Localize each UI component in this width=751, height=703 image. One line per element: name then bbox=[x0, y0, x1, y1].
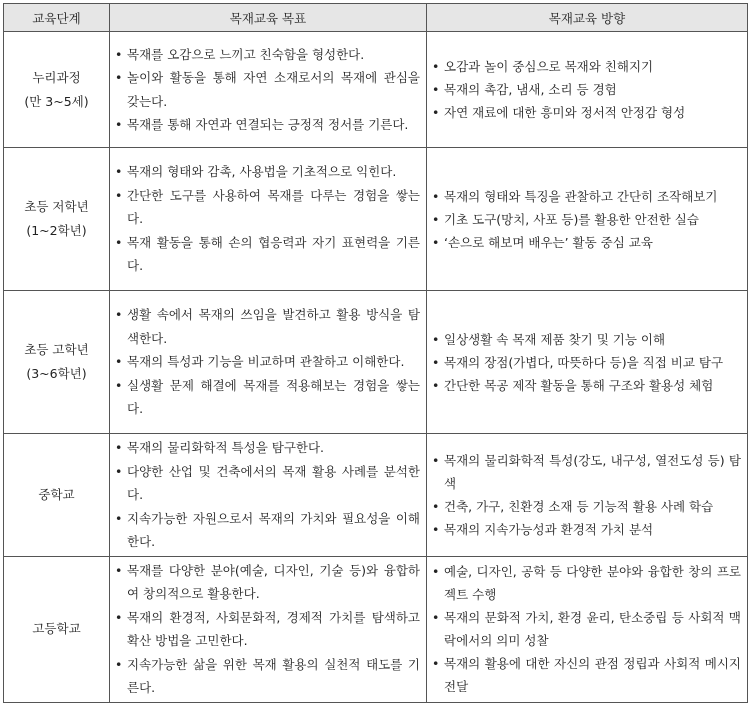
direction-item: • ‘손으로 해보며 배우는’ 활동 중심 교육 bbox=[431, 231, 741, 254]
direction-item: • 목재의 활용에 대한 자신의 관점 정립과 사회적 메시지 전달 bbox=[431, 652, 741, 698]
direction-item: • 목재의 문화적 가치, 환경 윤리, 탄소중립 등 사회적 맥락에서의 의미 성찰 bbox=[431, 606, 741, 652]
goal-item: • 목재의 특성과 기능을 비교하며 관찰하고 이해한다. bbox=[114, 350, 420, 374]
stage-cell bbox=[4, 291, 110, 434]
goal-item: • 목재를 오감으로 느끼고 친숙함을 형성한다. bbox=[114, 43, 420, 67]
goal-item: • 목재 활동을 통해 손의 협응력과 자기 표현력을 기른다. bbox=[114, 231, 420, 278]
directions-cell bbox=[427, 291, 748, 434]
direction-item: • 간단한 목공 제작 활동을 통해 구조와 활용성 체험 bbox=[431, 374, 741, 397]
direction-item: • 목재의 물리화학적 특성(강도, 내구성, 열전도성 등) 탐색 bbox=[431, 449, 741, 495]
table-row bbox=[4, 148, 748, 291]
directions-list bbox=[431, 449, 741, 541]
goal-item: • 지속가능한 자원으로서 목재의 가치와 필요성을 이해한다. bbox=[114, 507, 420, 554]
stage-range: (3~6학년) bbox=[26, 366, 87, 381]
stage-name: 초등 고학년 bbox=[24, 342, 89, 357]
stage-name: 중학교 bbox=[38, 486, 75, 502]
stage-range: (1~2학년) bbox=[26, 223, 87, 238]
stage-name: 초등 저학년 bbox=[24, 199, 89, 214]
goal-item: • 다양한 산업 및 건축에서의 목재 활용 사례를 분석한다. bbox=[114, 460, 420, 507]
goals-list bbox=[114, 160, 420, 278]
goals-list bbox=[114, 559, 420, 700]
goal-item: • 목재의 환경적, 사회문화적, 경제적 가치를 탐색하고 확산 방법을 고민한다. bbox=[114, 606, 420, 653]
stage-cell bbox=[4, 148, 110, 291]
header-directions: 목재교육 방향 bbox=[427, 4, 748, 32]
direction-item: • 일상생활 속 목재 제품 찾기 및 기능 이해 bbox=[431, 328, 741, 351]
goals-cell bbox=[110, 291, 427, 434]
direction-item: • 건축, 가구, 친환경 소재 등 기능적 활용 사례 학습 bbox=[431, 495, 741, 518]
stage-name: 고등학교 bbox=[32, 621, 81, 636]
goal-item: • 놀이와 활동을 통해 자연 소재로서의 목재에 관심을 갖는다. bbox=[114, 66, 420, 113]
goals-cell bbox=[110, 556, 427, 702]
header-goals: 목재교육 목표 bbox=[110, 4, 427, 32]
table-row bbox=[4, 434, 748, 557]
education-table bbox=[3, 3, 748, 703]
directions-list bbox=[431, 185, 741, 254]
direction-item: • 목재의 지속가능성과 환경적 가치 분석 bbox=[431, 518, 741, 541]
stage-cell bbox=[4, 434, 110, 557]
goals-list bbox=[114, 43, 420, 137]
directions-list bbox=[431, 560, 741, 698]
goal-item: • 목재를 통해 자연과 연결되는 긍정적 정서를 기른다. bbox=[114, 113, 420, 137]
goal-item: • 생활 속에서 목재의 쓰임을 발견하고 활용 방식을 탐색한다. bbox=[114, 303, 420, 350]
directions-cell bbox=[427, 148, 748, 291]
direction-item: • 자연 재료에 대한 흥미와 정서적 안정감 형성 bbox=[431, 101, 741, 124]
goal-item: • 목재를 다양한 분야(예술, 디자인, 기술 등)와 융합하여 창의적으로 활용한다. bbox=[114, 559, 420, 606]
header-stage: 교육단계 bbox=[4, 4, 110, 32]
directions-cell bbox=[427, 32, 748, 148]
directions-cell bbox=[427, 556, 748, 702]
goal-item: • 실생활 문제 해결에 목재를 적용해보는 경험을 쌓는다. bbox=[114, 374, 420, 421]
goal-item: • 목재의 물리화학적 특성을 탐구한다. bbox=[114, 436, 420, 460]
stage-cell bbox=[4, 32, 110, 148]
directions-list bbox=[431, 55, 741, 124]
header-row bbox=[4, 4, 748, 32]
directions-list bbox=[431, 328, 741, 397]
goals-cell bbox=[110, 32, 427, 148]
direction-item: • 오감과 놀이 중심으로 목재와 친해지기 bbox=[431, 55, 741, 78]
document-page bbox=[3, 3, 748, 703]
direction-item: • 목재의 촉감, 냄새, 소리 등 경험 bbox=[431, 78, 741, 101]
direction-item: • 예술, 디자인, 공학 등 다양한 분야와 융합한 창의 프로젝트 수행 bbox=[431, 560, 741, 606]
goals-list bbox=[114, 436, 420, 554]
goal-item: • 목재의 형태와 감촉, 사용법을 기초적으로 익힌다. bbox=[114, 160, 420, 184]
goals-cell bbox=[110, 434, 427, 557]
goals-cell bbox=[110, 148, 427, 291]
direction-item: • 기초 도구(망치, 사포 등)를 활용한 안전한 실습 bbox=[431, 208, 741, 231]
goal-item: • 간단한 도구를 사용하여 목재를 다루는 경험을 쌓는다. bbox=[114, 184, 420, 231]
table-row bbox=[4, 32, 748, 148]
stage-name: 누리과정 bbox=[32, 69, 81, 85]
table-row bbox=[4, 291, 748, 434]
stage-range: (만 3~5세) bbox=[24, 93, 89, 109]
goal-item: • 지속가능한 삶을 위한 목재 활용의 실천적 태도를 기른다. bbox=[114, 653, 420, 700]
direction-item: • 목재의 장점(가볍다, 따뜻하다 등)을 직접 비교 탐구 bbox=[431, 351, 741, 374]
directions-cell bbox=[427, 434, 748, 557]
direction-item: • 목재의 형태와 특징을 관찰하고 간단히 조작해보기 bbox=[431, 185, 741, 208]
table-row bbox=[4, 556, 748, 702]
goals-list bbox=[114, 303, 420, 421]
stage-cell bbox=[4, 556, 110, 702]
